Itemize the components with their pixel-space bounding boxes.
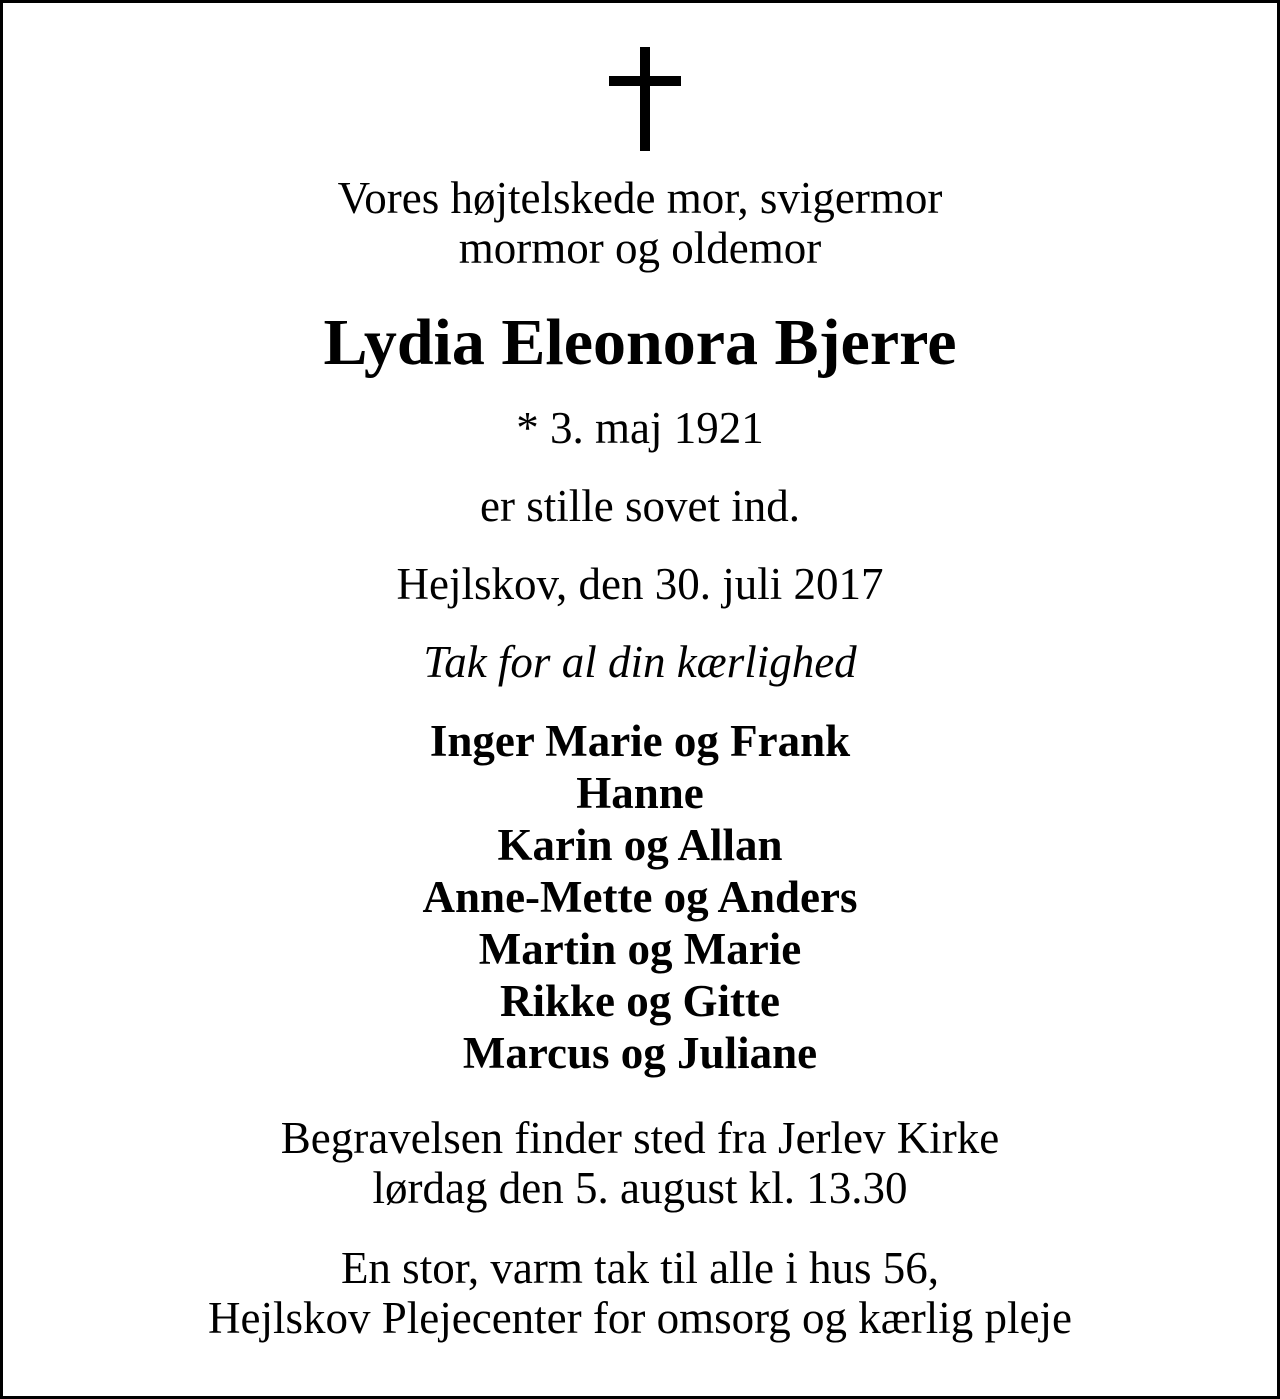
family-member: Anne-Mette og Anders <box>422 872 858 922</box>
intro-text <box>3 173 1277 273</box>
funeral-line-2: lørdag den 5. august kl. 13.30 <box>372 1163 908 1213</box>
intro-line-2: mormor og oldemor <box>458 223 822 273</box>
final-thanks-line-2: Hejlskov Plejecenter for omsorg og kærlig pleje <box>208 1293 1072 1343</box>
family-list <box>3 715 1277 1079</box>
family-member: Inger Marie og Frank <box>429 716 851 766</box>
latin-cross-icon <box>609 47 681 151</box>
funeral-line-1: Begravelsen finder sted fra Jerlev Kirke <box>280 1113 1000 1163</box>
passing-text-line: er stille sovet ind. <box>480 481 800 531</box>
deceased-name-text: Lydia Eleonora Bjerre <box>323 306 957 379</box>
final-thanks-line-1: En stor, varm tak til alle i hus 56, <box>340 1243 940 1293</box>
deceased-name <box>3 307 1277 379</box>
cross-horizontal-bar <box>609 76 681 86</box>
cross-vertical-bar <box>640 47 650 151</box>
birth-date-text: * 3. maj 1921 <box>516 403 764 453</box>
final-thanks <box>3 1243 1277 1343</box>
family-member: Martin og Marie <box>478 924 802 974</box>
family-member: Marcus og Juliane <box>462 1028 818 1078</box>
family-member: Rikke og Gitte <box>500 976 780 1026</box>
intro-line-1: Vores højtelskede mor, svigermor <box>337 173 943 223</box>
thanks-line <box>3 635 1277 689</box>
birth-date <box>3 401 1277 455</box>
family-member: Karin og Allan <box>497 820 783 870</box>
place-and-date <box>3 557 1277 611</box>
family-member: Hanne <box>576 768 704 818</box>
passing-text <box>3 479 1277 533</box>
thanks-text: Tak for al din kærlighed <box>423 637 857 687</box>
funeral-info <box>3 1113 1277 1213</box>
place-and-date-text: Hejlskov, den 30. juli 2017 <box>396 559 884 609</box>
